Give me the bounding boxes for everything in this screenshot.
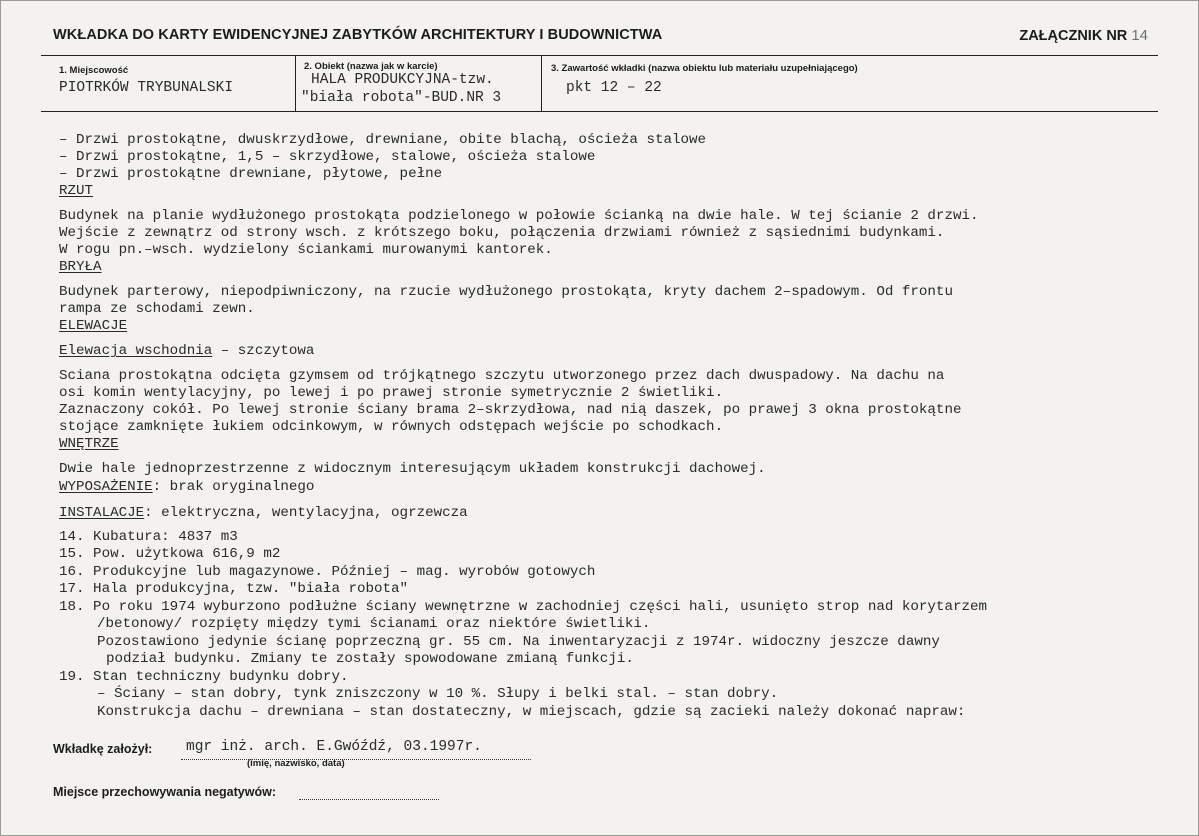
author-value: mgr inż. arch. E.Gwóźdź, 03.1997r. bbox=[186, 739, 482, 755]
annex-number bbox=[1019, 27, 1148, 44]
text-line: osi komin wentylacyjny, po lewej i po prawej stronie symetrycznie 2 świetliki. bbox=[59, 385, 724, 401]
text-line: – Drzwi prostokątne drewniane, płytowe, pełne bbox=[59, 166, 443, 182]
text-line: – Ściany – stan dobry, tynk zniszczony w 10 %. Słupy i belki stal. – stan dobry. bbox=[97, 686, 779, 702]
text-line: Budynek na planie wydłużonego prostokąta podzielonego w połowie ścianką na dwie hale. W tej ścianie 2 drzwi. bbox=[59, 208, 979, 224]
object-value-line1: HALA PRODUKCYJNA-tzw. bbox=[311, 72, 494, 88]
text-line: rampa ze schodami zewn. bbox=[59, 301, 255, 317]
text-line: Wejście z zewnątrz od strony wsch. z krótszego boku, połączenia drzwiami również z sąsiednimi budynkami. bbox=[59, 225, 945, 241]
text-line: Budynek parterowy, niepodpiwniczony, na rzucie wydłużonego prostokąta, kryty dachem 2–spadowym. Od frontu bbox=[59, 284, 953, 300]
text-line: stojące zamknięte łukiem odcinkowym, w równych odstępach wejście po schodkach. bbox=[59, 419, 724, 435]
object-value-line2: "biała robota"-BUD.NR 3 bbox=[301, 90, 502, 106]
text-line: Sciana prostokątna odcięta gzymsem od trójkątnego szczytu utworzonego przez dach dwuspadowy. Na dachu na bbox=[59, 368, 945, 384]
installations-text: : elektryczna, wentylacyjna, ogrzewcza bbox=[144, 505, 468, 521]
section-heading-elewacje: ELEWACJE bbox=[59, 318, 128, 334]
location-label: 1. Miejscowość bbox=[59, 65, 129, 76]
text-line: Dwie hale jednoprzestrzenne z widocznym interesującym układem konstrukcji dachowej. bbox=[59, 461, 766, 477]
section-heading-instalacje: INSTALACJE bbox=[59, 505, 145, 521]
text-line: 16. Produkcyjne lub magazynowe. Później – mag. wyrobów gotowych bbox=[59, 564, 596, 580]
form-title: WKŁADKA DO KARTY EWIDENCYJNEJ ZABYTKÓW ARCHITEKTURY I BUDOWNICTWA bbox=[53, 27, 663, 43]
text-line: podział budynku. Zmiany te zostały spowodowane zmianą funkcji. bbox=[106, 651, 634, 667]
text-line: 14. Kubatura: 4837 m3 bbox=[59, 529, 238, 545]
subheading-elewacja-wschodnia: Elewacja wschodnia bbox=[59, 343, 213, 359]
text-line: – Drzwi prostokątne, 1,5 – skrzydłowe, stalowe, ościeża stalowe bbox=[59, 149, 596, 165]
section-heading-rzut: RZUT bbox=[59, 183, 94, 199]
text-line: 17. Hala produkcyjna, tzw. "biała robota" bbox=[59, 581, 409, 597]
text-line: Zaznaczony cokół. Po lewej stronie ściany brama 2–skrzydłowa, nad nią daszek, po prawej 3 okna prostokątne bbox=[59, 402, 962, 418]
location-value: PIOTRKÓW TRYBUNALSKI bbox=[59, 80, 234, 96]
contents-value: pkt 12 – 22 bbox=[566, 80, 662, 96]
section-heading-bryla: BRYŁA bbox=[59, 259, 102, 275]
text-line: – Drzwi prostokątne, dwuskrzydłowe, drewniane, obite blachą, ościeża stalowe bbox=[59, 132, 707, 148]
annex-label: ZAŁĄCZNIK NR bbox=[1019, 28, 1128, 44]
header-rule-bottom bbox=[41, 111, 1158, 112]
author-caption: (imię, nazwisko, data) bbox=[247, 758, 345, 769]
text-line: 18. Po roku 1974 wyburzono podłużne ściany wewnętrzne w zachodniej części hali, usunięto strop nad korytarzem bbox=[59, 599, 988, 615]
subheading-suffix: – szczytowa bbox=[212, 343, 315, 359]
subheading-line bbox=[59, 343, 314, 361]
text-line: Konstrukcja dachu – drewniana – stan dostateczny, w miejscach, gdzie są zacieki należy dokonać napraw: bbox=[97, 704, 966, 720]
author-underline bbox=[181, 759, 531, 760]
section-heading-wyposazenie: WYPOSAŻENIE bbox=[59, 479, 153, 495]
section-heading-wnetrze: WNĘTRZE bbox=[59, 436, 119, 452]
contents-label: 3. Zawartość wkładki (nazwa obiektu lub materiału uzupełniającego) bbox=[551, 63, 858, 74]
header-rule-top bbox=[41, 55, 1158, 56]
installations-line bbox=[59, 505, 468, 523]
author-label: Wkładkę założył: bbox=[53, 742, 153, 756]
text-line: 15. Pow. użytkowa 616,9 m2 bbox=[59, 546, 281, 562]
object-label: 2. Obiekt (nazwa jak w karcie) bbox=[304, 61, 438, 72]
equipment-line bbox=[59, 479, 314, 497]
equipment-text: : brak oryginalnego bbox=[152, 479, 315, 495]
text-line: /betonowy/ rozpięty między tymi ścianami oraz niektóre świetliki. bbox=[97, 616, 651, 632]
text-line: W rogu pn.–wsch. wydzielony ściankami murowanymi kantorek. bbox=[59, 242, 553, 258]
field-divider-2 bbox=[541, 56, 542, 111]
field-divider-1 bbox=[295, 56, 296, 111]
storage-label: Miejsce przechowywania negatywów: bbox=[53, 785, 276, 799]
text-line: 19. Stan techniczny budynku dobry. bbox=[59, 669, 349, 685]
storage-underline bbox=[299, 799, 439, 800]
annex-number-value: 14 bbox=[1131, 27, 1148, 44]
text-line: Pozostawiono jedynie ścianę poprzeczną gr. 55 cm. Na inwentaryzacji z 1974r. widoczny jeszcze dawny bbox=[97, 634, 940, 650]
